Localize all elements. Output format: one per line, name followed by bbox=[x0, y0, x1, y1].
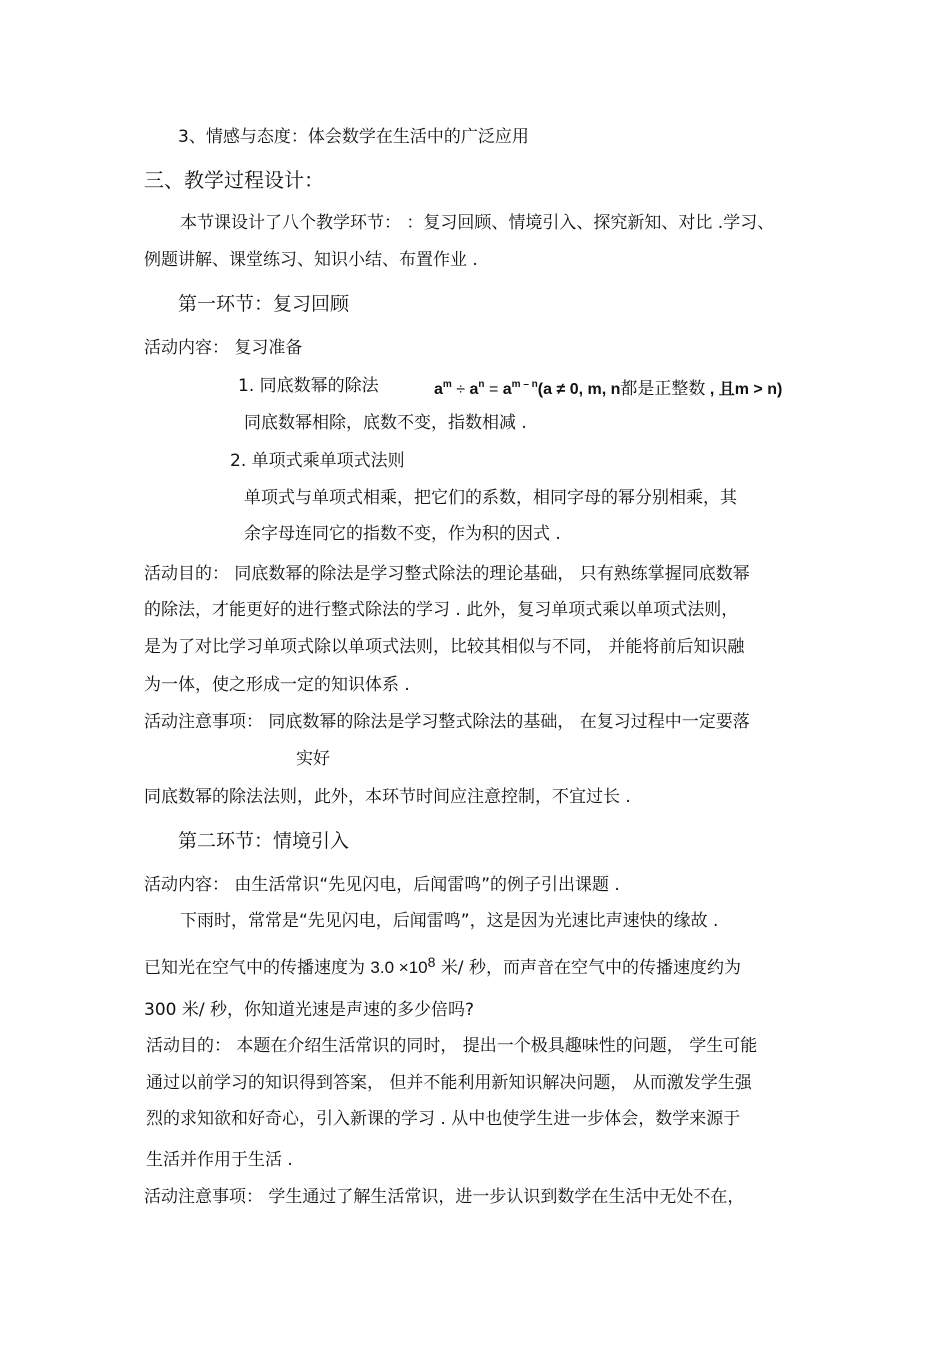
rule-1-text: 同底数幂相除，底数不变，指数相减 . bbox=[244, 413, 527, 433]
story-line-2 bbox=[144, 954, 741, 979]
stage-2-note-line-1: 活动注意事项： 学生通过了解生活常识，进一步认识到数学在生活中无处不在， bbox=[144, 1187, 745, 1207]
stage-1-title: 第一环节：复习回顾 bbox=[178, 293, 350, 315]
stage-1-content: 活动内容： 复习准备 bbox=[144, 338, 303, 358]
story-line-1: 下雨时，常常是“先见闪电，后闻雷鸣”，这是因为光速比声速快的缘故 . bbox=[180, 911, 719, 931]
rule-1-label: 1. 同底数幂的除法 bbox=[238, 376, 379, 396]
objective-3: 3、情感与态度：体会数学在生活中的广泛应用 bbox=[178, 127, 529, 147]
story-line-3: 300 米/ 秒，你知道光速是声速的多少倍吗? bbox=[144, 1000, 475, 1020]
stage-1-note-line-3: 同底数幂的除法法则，此外，本环节时间应注意控制，不宜过长 . bbox=[144, 787, 631, 807]
section-heading-process: 三、教学过程设计： bbox=[144, 168, 324, 192]
stage-2-purpose-line-3: 烈的求知欲和好奇心，引入新课的学习 . 从中也使学生进一步体会，数学来源于 bbox=[146, 1109, 741, 1129]
stage-1-purpose-line-1: 活动目的： 同底数幂的除法是学习整式除法的理论基础， 只有熟练掌握同底数幂 bbox=[144, 564, 750, 584]
stage-2-purpose-line-4: 生活并作用于生活 . bbox=[146, 1150, 293, 1170]
story-line-2-start: 已知光在空气中的传播速度为 bbox=[144, 958, 371, 978]
stage-2-purpose-line-1: 活动目的： 本题在介绍生活常识的同时， 提出一个极具趣味性的问题， 学生可能 bbox=[146, 1036, 758, 1056]
stage-2-purpose-line-2: 通过以前学习的知识得到答案， 但并不能利用新知识解决问题， 从而激发学生强 bbox=[146, 1073, 752, 1093]
stage-2-content: 活动内容： 由生活常识“先见闪电，后闻雷鸣”的例子引出课题 . bbox=[144, 875, 620, 895]
rule-2-text-line-1: 单项式与单项式相乘，把它们的系数，相同字母的幂分别相乘，其 bbox=[244, 488, 737, 508]
rule-2-text-line-2: 余字母连同它的指数不变，作为积的因式 . bbox=[244, 524, 561, 544]
stage-1-purpose-line-4: 为一体，使之形成一定的知识体系 . bbox=[144, 675, 410, 695]
rule-2-label: 2. 单项式乘单项式法则 bbox=[230, 451, 405, 471]
division-rule-formula: $a^m \div a^n = a^{m - n}(a \ne 0$, m, n都是正整数 , 且m > n) bbox=[434, 379, 783, 399]
stage-1-purpose-line-3: 是为了对比学习单项式除以单项式法则，比较其相似与不同， 并能将前后知识融 bbox=[144, 637, 745, 657]
stage-2-title: 第二环节：情境引入 bbox=[178, 830, 350, 852]
light-speed-value: $3.0 \times 10^8$ bbox=[370, 954, 436, 977]
intro-paragraph-line-2: 例题讲解、课堂练习、知识小结、布置作业 . bbox=[144, 250, 478, 270]
stage-1-note-line-2: 实好 bbox=[296, 749, 330, 769]
stage-1-note-line-1: 活动注意事项： 同底数幂的除法是学习整式除法的基础， 在复习过程中一定要落 bbox=[144, 712, 750, 732]
story-line-2-end: 米/ 秒，而声音在空气中的传播速度约为 bbox=[440, 958, 741, 978]
stage-1-purpose-line-2: 的除法，才能更好的进行整式除法的学习 . 此外，复习单项式乘以单项式法则， bbox=[144, 600, 739, 620]
intro-paragraph-line-1: 本节课设计了八个教学环节： ：复习回顾、情境引入、探究新知、对比 .学习、 bbox=[180, 213, 775, 233]
